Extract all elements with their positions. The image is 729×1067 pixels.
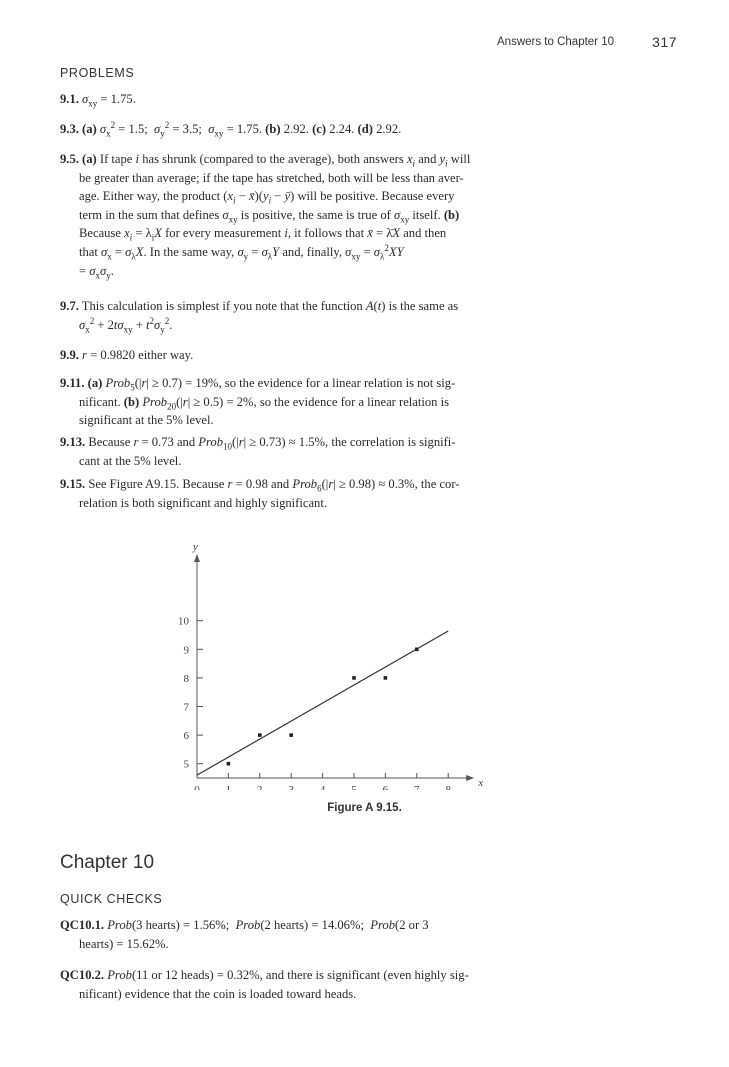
- problem-9-11: 9.11. (a) Prob$_5$(|r| ≥ 0.7) = 19%, so the evidence for a linear relation is not sig- nificant. (b) Prob$_{20}$(|r| ≥ 0.5) = 2%, so the evidence for a linear relation is significant at the 5% level.: [60, 376, 456, 428]
- y-tick-label: 10: [178, 615, 189, 628]
- problems-heading: PROBLEMS: [60, 66, 135, 80]
- problem-9-13: 9.13. Because r = 0.73 and Prob$_{10}$(|r| ≥ 0.73) ≈ 1.5%, the correlation is signifi- cant at the 5% level.: [60, 435, 456, 468]
- problem-9-15: 9.15. See Figure A9.15. Because r = 0.98 and Prob$_6$(|r| ≥ 0.98) ≈ 0.3%, the cor- relation is both significant and highly significant.: [60, 477, 460, 510]
- x-tick-label: 4: [319, 784, 326, 790]
- chapter-title: Chapter 10: [60, 852, 155, 873]
- problem-9-3: 9.3. (a) $\sigma_x^2 = 1.5$; $\sigma_y^2 = 3.5$; $\sigma_{xy} = 1.75$. (b) 2.92. (c) 2.24. (d) 2.92.: [60, 119, 402, 139]
- data-point: [289, 733, 293, 737]
- quick-check-10-1: QC10.1. Prob(3 hearts) = 1.56%; Prob(2 hearts) = 14.06%; Prob(2 or 3 hearts) = 15.62%.: [60, 918, 429, 951]
- data-point: [227, 762, 231, 766]
- x-tick-label: 3: [288, 784, 294, 790]
- page-number: 317: [652, 34, 677, 50]
- y-tick-label: 7: [183, 701, 189, 714]
- y-axis-arrow: [194, 554, 200, 562]
- scatter-plot: [160, 540, 500, 790]
- running-head: [0, 34, 729, 54]
- problem-9-7: 9.7. This calculation is simplest if you note that the function A(t) is the same as $\sigma_x^2 + 2t\sigma_{xy} + t^2\sigma_y^2$.: [60, 299, 459, 335]
- data-point: [415, 648, 419, 652]
- running-title: Answers to Chapter 10: [497, 36, 614, 48]
- x-tick-label: 2: [257, 784, 263, 790]
- y-tick-label: 9: [183, 644, 189, 657]
- problem-9-1: 9.1. $\sigma_{xy} = 1.75$.: [60, 92, 136, 109]
- quick-checks-heading: QUICK CHECKS: [60, 892, 163, 906]
- data-point: [258, 733, 262, 737]
- y-tick-label: 6: [183, 730, 189, 743]
- fit-line: [197, 631, 448, 775]
- data-point: [384, 676, 388, 680]
- y-tick-label: 8: [183, 672, 189, 685]
- x-tick-label: 7: [414, 784, 420, 790]
- y-axis-label: y: [193, 541, 198, 553]
- x-tick-label: 5: [351, 784, 357, 790]
- quick-check-10-2: QC10.2. Prob(11 or 12 heads) = 0.32%, and there is significant (even highly sig- nificant) evidence that the coin is loaded toward heads.: [60, 968, 469, 1001]
- x-tick-label: 8: [445, 784, 451, 790]
- data-point: [352, 676, 356, 680]
- x-axis-label: x: [478, 777, 484, 789]
- figure-caption: Figure A 9.15.: [327, 802, 402, 814]
- problem-9-9: 9.9. r = 0.9820 either way.: [60, 348, 194, 362]
- figure-a9-15: [160, 540, 500, 790]
- problem-9-5: 9.5. (a) If tape i has shrunk (compared to the average), both answers $x_i$ and $y_i$ will be greater than average; if the tape has stretched, both will be less than aver- age. Either way, the product ($x_i$ − $x̄)(y_i$ − ȳ) will be positive. Because every term in the sum that defines $\sigma_{xy}$ is positive, the same is true of $\sigma_{xy}$ itself. (b) Because $x_i = \lambda_iX$ for every measurement i, it follows that x̄ = λ̄X and then that $\sigma_x = \sigma_\lambda X$. In the same way, $\sigma_y = \sigma_\lambda Y$ and, finally, $\sigma_{xy} = \sigma_\lambda^2XY$ = $\sigma_x\sigma_y$.: [60, 152, 471, 281]
- y-tick-label: 5: [183, 758, 189, 771]
- x-axis-arrow: [466, 775, 474, 781]
- x-tick-label: 1: [225, 784, 232, 790]
- x-tick-label: 6: [382, 784, 389, 790]
- x-tick-label: 0: [194, 784, 200, 790]
